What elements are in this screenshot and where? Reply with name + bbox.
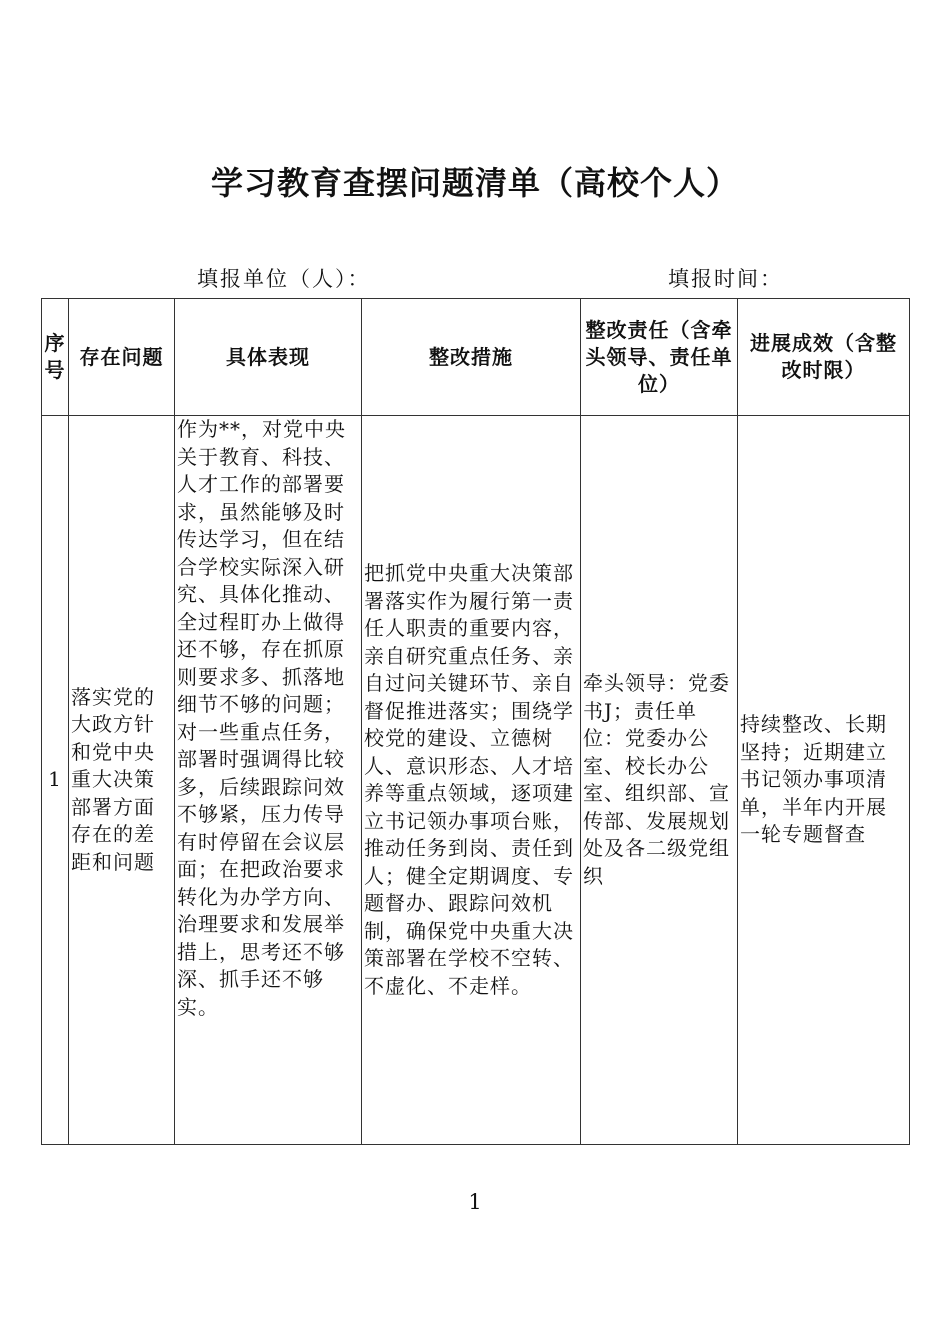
table-row <box>42 416 910 1145</box>
row-index: 1 <box>42 416 69 1145</box>
fill-time-label: 填报时间： <box>668 267 783 291</box>
row-responsibility: 牵头领导：党委书J；责任单位：党委办公室、校长办公室、组织部、宣传部、发展规划处及各二级党组织 <box>581 416 738 1145</box>
problem-list-table <box>41 298 910 1145</box>
row-problem: 落实党的大政方针和党中央重大决策部署方面存在的差距和问题 <box>69 416 175 1145</box>
header-responsibility: 整改责任（含牵头领导、责任单位） <box>581 299 738 416</box>
row-progress: 持续整改、长期坚持；近期建立书记领办事项清单，半年内开展一轮专题督查 <box>738 416 910 1145</box>
header-measures: 整改措施 <box>362 299 581 416</box>
header-problem: 存在问题 <box>69 299 175 416</box>
header-index: 序号 <box>42 299 69 416</box>
header-progress: 进展成效（含整改时限） <box>738 299 910 416</box>
header-manifestation: 具体表现 <box>175 299 362 416</box>
row-measures: 把抓党中央重大决策部署落实作为履行第一责任人职责的重要内容，亲自研究重点任务、亲自过问关键环节、亲自督促推进落实；围绕学校党的建设、立德树人、意识形态、人才培养等重点领域，逐项建立书记领办事项台账，推动任务到岗、责任到人；健全定期调度、专题督办、跟踪问效机制，确保党中央重大决策部署在学校不空转、不虚化、不走样。 <box>362 416 581 1145</box>
fill-unit-label: 填报单位（人）： <box>197 267 371 291</box>
table-header-row <box>42 299 910 416</box>
page-number: 1 <box>468 1190 482 1214</box>
document-title: 学习教育查摆问题清单（高校个人） <box>210 164 739 202</box>
row-manifestation: 作为**，对党中央关于教育、科技、人才工作的部署要求，虽然能够及时传达学习，但在结合学校实际深入研究、具体化推动、全过程盯办上做得还不够，存在抓原则要求多、抓落地细节不够的问题；对一些重点任务，部署时强调得比较多，后续跟踪问效不够紧，压力传导有时停留在会议层面；在把政治要求转化为办学方向、治理要求和发展举措上，思考还不够深、抓手还不够实。 <box>175 416 362 1145</box>
